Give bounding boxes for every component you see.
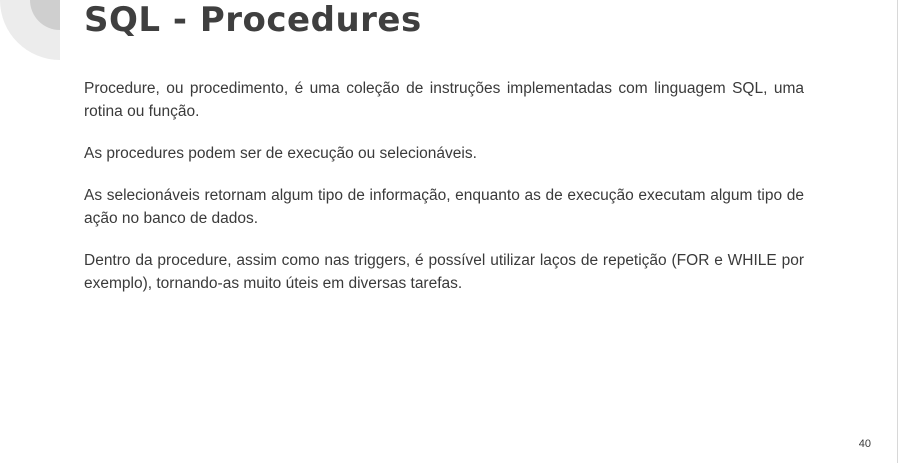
paragraph-loops: Dentro da procedure, assim como nas triggers, é possível utilizar laços de repetição (FOR e WHILE por exemplo), tornando-as muito úteis em diversas tarefas. <box>84 252 804 292</box>
corner-decoration <box>0 0 60 60</box>
paragraph-difference: As selecionáveis retornam algum tipo de informação, enquanto as de execução executam algum tipo de ação no banco de dados. <box>84 187 804 227</box>
paragraph-types: As procedures podem ser de execução ou selecionáveis. <box>84 145 477 162</box>
slide-body <box>84 77 804 314</box>
paragraph-definition: Procedure, ou procedimento, é uma coleção de instruções implementadas com linguagem SQL, uma rotina ou função. <box>84 80 804 120</box>
page-number: 40 <box>858 438 871 450</box>
slide-title: SQL - Procedures <box>84 0 422 40</box>
